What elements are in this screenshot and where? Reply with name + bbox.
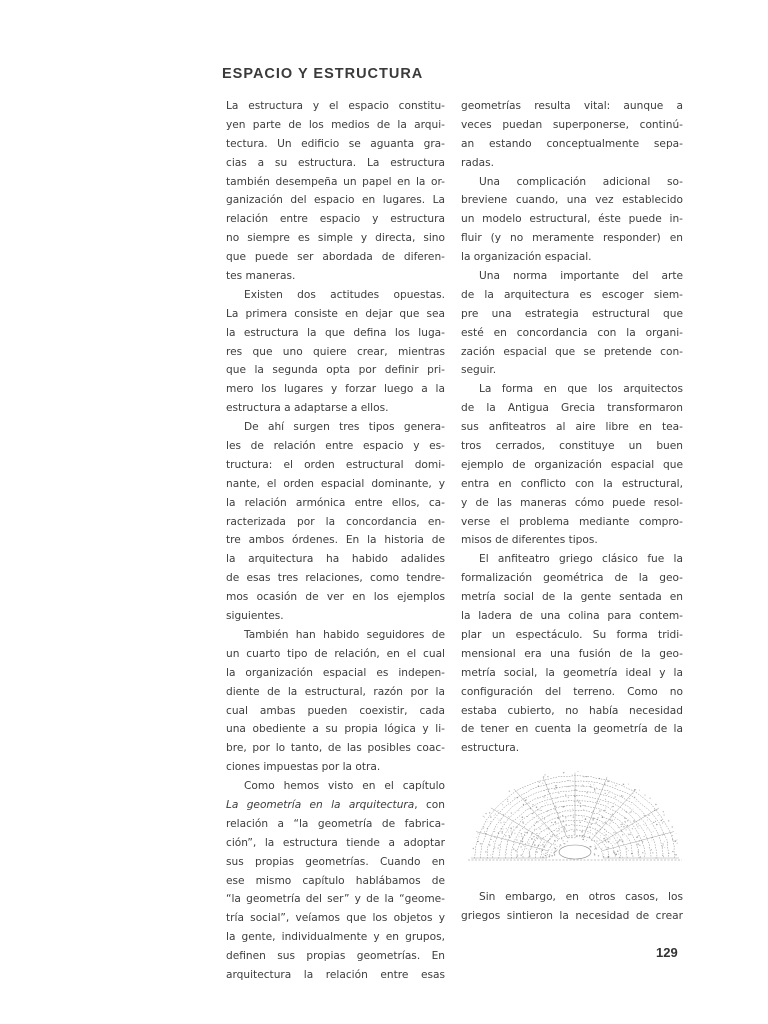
text-line: estaba cubierto, no había necesidad — [461, 704, 683, 717]
text-line: la organización espacial es indepen- — [226, 666, 445, 679]
text-line: sus propias geometrías. Cuando en — [226, 855, 445, 868]
text-line: metría social de la gente sentada en — [461, 591, 683, 604]
text-line: El anfiteatro griego clásico fue la — [479, 553, 683, 566]
text-line: Como hemos visto en el capítulo — [244, 780, 445, 793]
text-line: ese mismo capítulo hablábamos de — [226, 874, 445, 887]
text-line: que puede ser abordada de diferen- — [226, 251, 445, 264]
text-line: de tener en cuenta la geometría de la — [461, 723, 683, 736]
text-line: que la segunda opta por definir pri- — [226, 364, 445, 377]
text-line: relación a “la geometría de fabrica- — [226, 817, 445, 830]
text-line: ganización del espacio en lugares. La — [226, 194, 445, 207]
text-line: La primera consiste en dejar que sea — [226, 307, 445, 320]
text-line: ejemplo de organización espacial que — [461, 458, 683, 471]
text-line: La estructura y el espacio constitu- — [226, 100, 445, 112]
text-line: una obediente a su propia lógica y li- — [226, 723, 445, 736]
text-line: la relación armónica entre ellos, ca- — [226, 496, 445, 509]
text-line: definen sus propias geometrías. En — [226, 950, 445, 963]
text-line: fluir (y no meramente responder) en — [461, 232, 683, 245]
text-line: de la Antigua Grecia transformaron — [461, 402, 683, 415]
text-line: pre una estrategia estructural que — [461, 307, 683, 320]
text-line: cual ambas pueden coexistir, cada — [226, 704, 445, 717]
text-line: la organización espacial. — [461, 251, 592, 264]
text-line: tría social”, veíamos que los objetos y — [226, 912, 445, 925]
text-line: La geometría en la arquitectura, con — [226, 798, 445, 811]
text-line: formalización geométrica de la geo- — [461, 572, 683, 585]
text-line: Sin embargo, en otros casos, los — [479, 891, 683, 903]
text-line: configuración del terreno. Como no — [461, 685, 683, 698]
text-line: tre ambos órdenes. En la historia de — [226, 534, 445, 547]
text-line: diente de la estructural, razón por la — [226, 685, 445, 698]
text-line: veces puedan superponerse, continú- — [461, 118, 683, 131]
text-line: estructura a adaptarse a ellos. — [226, 402, 389, 415]
left-text-column — [226, 97, 445, 985]
text-line: entra en conflicto con la estructural, — [461, 477, 683, 490]
section-title: ESPACIO Y ESTRUCTURA — [222, 66, 424, 82]
text-line: an estando conceptualmente sepa- — [461, 137, 683, 150]
text-line: un cuarto tipo de relación, en el cual — [226, 647, 445, 660]
text-line: zación espacial que se pretende con- — [461, 345, 683, 358]
text-line: mero los lugares y forzar luego a la — [226, 383, 445, 396]
text-line: mos ocasión de ver en los ejemplos — [226, 591, 445, 604]
text-line: arquitectura la relación entre esas — [226, 968, 445, 981]
text-line: También han habido seguidores de — [244, 628, 445, 641]
text-line: estructura. — [461, 742, 520, 755]
text-line: les de relación entre espacio y es- — [226, 440, 445, 453]
text-line: radas. — [461, 156, 494, 169]
text-line: de esas tres relaciones, como tendre- — [226, 572, 445, 585]
text-line: geometrías resulta vital: aunque a — [461, 100, 683, 112]
text-line: plar un espectáculo. Su forma tridi- — [461, 628, 683, 641]
text-line: ciones impuestas por la otra. — [226, 761, 381, 774]
text-line: metría social, la geometría ideal y la — [461, 666, 683, 679]
amphitheatre-sketch-icon — [466, 740, 684, 870]
text-line: res que uno quiere crear, mientras — [226, 345, 445, 358]
text-line: relación entre espacio y estructura — [226, 213, 445, 226]
illustration-caption — [461, 888, 683, 926]
text-line: mensional era una fusión de la geo- — [461, 647, 683, 660]
text-line: tructura: el orden estructural domi- — [226, 458, 445, 471]
text-line: misos de diferentes tipos. — [461, 534, 598, 547]
text-line: de la arquitectura es escoger siem- — [461, 288, 683, 301]
text-line: cias a su estructura. La estructura — [226, 156, 445, 169]
text-line: sus anfiteatros al aire libre en tea- — [461, 421, 683, 434]
text-line: griegos sintieron la necesidad de crear — [461, 909, 683, 922]
text-line: tros cerrados, constituye un buen — [461, 440, 683, 453]
text-line: bre, por lo tanto, de las posibles coac- — [226, 742, 445, 755]
text-line: la arquitectura ha habido adalides — [226, 553, 445, 566]
text-line: Una norma importante del arte — [479, 270, 683, 283]
text-line: seguir. — [461, 364, 497, 377]
text-line: tectura. Un edificio se aguanta gra- — [226, 137, 445, 150]
right-text-column — [461, 97, 683, 758]
text-line: ción”, la estructura tiende a adoptar — [226, 836, 445, 849]
text-line: tes maneras. — [226, 270, 296, 283]
text-line: no siempre es simple y directa, sino — [226, 232, 445, 245]
text-line: Existen dos actitudes opuestas. — [244, 288, 445, 301]
text-line: la gente, individualmente y en grupos, — [226, 931, 445, 944]
text-line: “la geometría del ser” y de la “geome- — [226, 893, 445, 906]
text-line: un modelo estructural, éste puede in- — [461, 213, 683, 226]
text-line: La forma en que los arquitectos — [479, 383, 683, 396]
text-line: también desempeña un papel en la or- — [226, 175, 445, 188]
text-line: yen parte de los medios de la arqui- — [226, 118, 445, 131]
page-number: 129 — [656, 945, 678, 960]
text-line: la estructura la que defina los luga- — [226, 326, 445, 339]
text-line: esté en concordancia con la organi- — [461, 326, 683, 339]
text-line: De ahí surgen tres tipos genera- — [244, 421, 445, 434]
text-line: siguientes. — [226, 610, 284, 623]
text-line: y de las maneras cómo puede resol- — [461, 496, 683, 509]
text-line: Una complicación adicional so- — [479, 175, 683, 188]
text-line: verse el problema mediante compro- — [461, 515, 683, 528]
text-line: la ladera de una colina para contem- — [461, 610, 683, 623]
text-line: nante, el orden espacial dominante, y — [226, 477, 445, 490]
text-line: breviene cuando, una vez establecido — [461, 194, 683, 207]
text-line: racterizada por la concordancia en- — [226, 515, 445, 528]
